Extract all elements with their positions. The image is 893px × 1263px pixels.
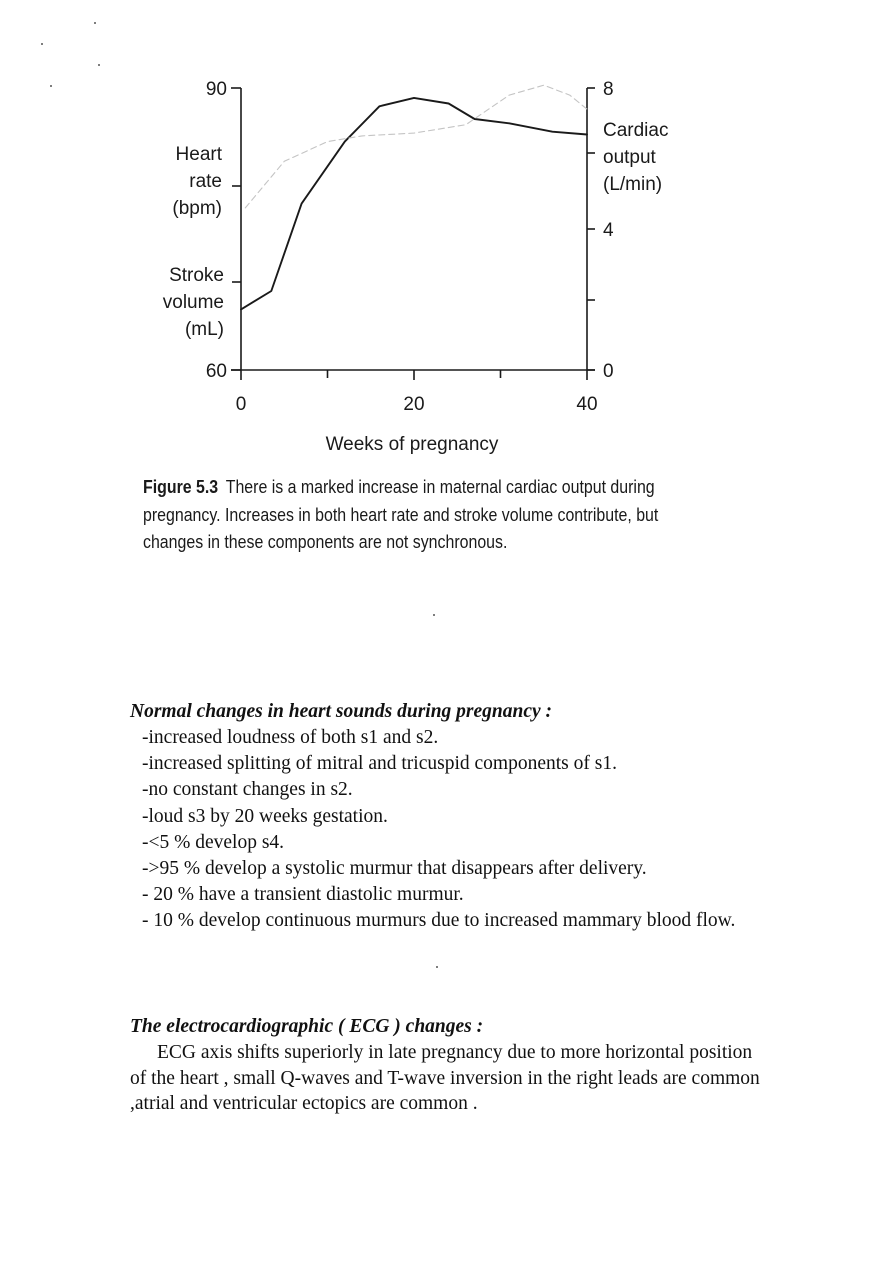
scan-speck bbox=[94, 22, 96, 24]
heart-sounds-list bbox=[130, 725, 780, 935]
figure-label: Figure 5.3 bbox=[143, 476, 219, 497]
list-item: -increased loudness of both s1 and s2. bbox=[142, 727, 439, 748]
x-axis-tick-label: 20 bbox=[403, 394, 425, 415]
ecg-heading: The electrocardiographic ( ECG ) changes : bbox=[130, 1016, 484, 1037]
x-axis-tick-label: 0 bbox=[235, 394, 247, 415]
heart-sounds-heading: Normal changes in heart sounds during pregnancy : bbox=[130, 701, 553, 722]
left-axis-tick-label: 90 bbox=[205, 79, 227, 100]
ecg-paragraph: ECG axis shifts superiorly in late pregnancy due to more horizontal position of the heart , small Q-waves and T-wave inversion in the right leads are common ,atrial and ventricular ectopics are common . bbox=[130, 1042, 760, 1114]
figure-caption bbox=[143, 473, 676, 556]
faint-series-line bbox=[245, 85, 587, 208]
scan-speck bbox=[433, 614, 435, 616]
left-axis-label-line: volume bbox=[162, 292, 224, 313]
scan-speck bbox=[98, 64, 100, 66]
cardiac-output-chart bbox=[0, 0, 893, 470]
left-axis-tick-label: 60 bbox=[205, 361, 227, 382]
right-axis-tick-label: 4 bbox=[603, 220, 614, 241]
left-axis-label-line: Heart bbox=[175, 144, 222, 165]
list-item: -<5 % develop s4. bbox=[142, 831, 285, 853]
left-axis-label-line: (mL) bbox=[184, 319, 224, 340]
list-item: -loud s3 by 20 weeks gestation. bbox=[142, 805, 388, 827]
scan-speck bbox=[436, 966, 438, 968]
list-item: - 10 % develop continuous murmurs due to increased mammary blood flow. bbox=[142, 910, 736, 932]
plot-axes bbox=[231, 88, 595, 380]
list-item: -no constant changes in s2. bbox=[142, 779, 353, 801]
left-axis-label-line: rate bbox=[189, 171, 222, 192]
right-axis-tick-label: 0 bbox=[603, 361, 614, 382]
plot-series bbox=[241, 85, 587, 309]
x-axis-title: Weeks of pregnancy bbox=[325, 434, 499, 455]
scan-speck bbox=[41, 43, 43, 45]
right-axis-label-line: Cardiac bbox=[603, 120, 669, 141]
list-item: -increased splitting of mitral and tricuspid components of s1. bbox=[142, 753, 617, 775]
right-axis-label-line: (L/min) bbox=[603, 174, 663, 195]
scan-speck bbox=[50, 85, 52, 87]
plot-text bbox=[163, 79, 669, 455]
right-axis-tick-label: 8 bbox=[603, 79, 614, 100]
ecg-section bbox=[130, 1014, 770, 1117]
list-item: ->95 % develop a systolic murmur that disappears after delivery. bbox=[142, 858, 647, 880]
right-axis-label-line: output bbox=[603, 147, 656, 168]
x-axis-tick-label: 40 bbox=[576, 394, 598, 415]
left-axis-label-line: (bpm) bbox=[172, 198, 222, 219]
left-axis-label-line: Stroke bbox=[169, 265, 224, 286]
solid-series-line bbox=[241, 98, 587, 310]
list-item: - 20 % have a transient diastolic murmur. bbox=[142, 884, 464, 906]
heart-sounds-section bbox=[130, 699, 780, 935]
figure-caption-text: There is a marked increase in maternal cardiac output during pregnancy. Increases in both heart rate and stroke volume contribute, but changes in these components are not synchronous. bbox=[143, 476, 659, 552]
